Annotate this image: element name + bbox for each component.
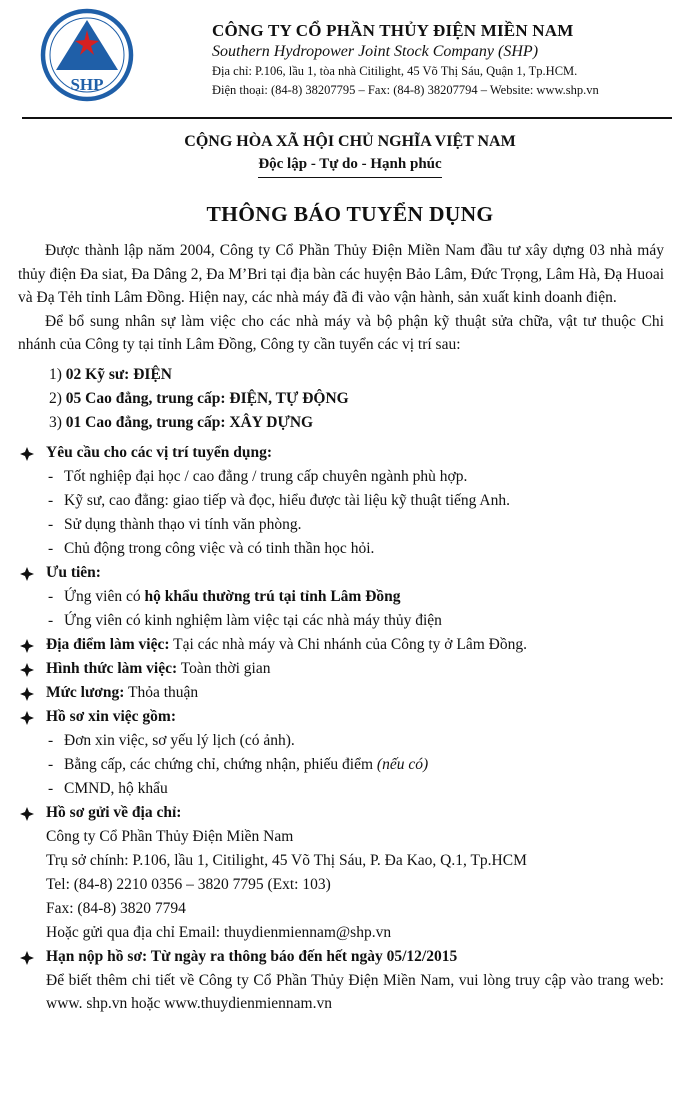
company-address: Địa chỉ: P.106, lầu 1, tòa nhà Citilight, 45 Võ Thị Sáu, Quận 1, Tp.HCM. xyxy=(212,64,578,78)
dossier-item-note: (nếu có) xyxy=(376,755,429,773)
deadline-section xyxy=(18,945,664,1016)
send-to-fax: Fax: (84-8) 3820 7794 xyxy=(46,899,186,917)
send-to-title: Hồ sơ gửi về địa chỉ: xyxy=(46,803,182,821)
diamond-bullet-icon xyxy=(20,639,34,653)
position-item xyxy=(49,411,664,435)
workplace-section xyxy=(18,633,664,657)
list-item: - CMND, hộ khẩu xyxy=(46,777,664,801)
list-item: - Tốt nghiệp đại học / cao đẳng / trung cấp chuyên ngành phù hợp. xyxy=(46,465,664,489)
document-title: THÔNG BÁO TUYỂN DỤNG xyxy=(206,202,494,226)
list-item: - Chủ động trong công việc và có tinh thần học hỏi. xyxy=(46,537,664,561)
salary-title: Mức lương: xyxy=(46,683,125,701)
priority-list xyxy=(46,585,664,633)
send-to-email: Hoặc gửi qua địa chỉ Email: thuydienmiennam@shp.vn xyxy=(46,923,392,941)
worktype-value: Toàn thời gian xyxy=(177,659,271,677)
worktype-section xyxy=(18,657,664,681)
national-subtitle: Độc lập - Tự do - Hạnh phúc xyxy=(258,153,441,178)
intro-paragraph-1: Được thành lập năm 2004, Công ty Cổ Phần Thủy Điện Miền Nam đầu tư xây dựng 03 nhà máy thủy điện Đa siat, Đa Dâng 2, Đa M’Bri tại địa bàn các huyện Bảo Lâm, Đức Trọng, Lâm Hà, Đạ Huoai và Đạ Tẻh tỉnh Lâm Đồng. Hiện nay, các nhà máy đã đi vào vận hành, sản xuất kinh doanh điện. xyxy=(18,242,664,306)
intro-paragraph-2: Để bổ sung nhân sự làm việc cho các nhà máy và bộ phận kỹ thuật sửa chữa, vật tư thuộc Chi nhánh của Công ty tại tỉnh Lâm Đồng, Công ty cần tuyển các vị trí sau: xyxy=(18,312,664,353)
priority-title: Ưu tiên: xyxy=(46,563,101,581)
send-to-company: Công ty Cổ Phần Thủy Điện Miền Nam xyxy=(46,827,294,845)
requirements-list xyxy=(46,465,664,561)
diamond-bullet-icon xyxy=(20,711,34,725)
company-header xyxy=(212,20,682,100)
dossier-section xyxy=(18,705,664,801)
send-to-tel: Tel: (84-8) 2210 0356 – 3820 7795 (Ext: 103) xyxy=(46,875,331,893)
workplace-title: Địa điểm làm việc: xyxy=(46,635,170,653)
salary-section xyxy=(18,681,664,705)
diamond-bullet-icon xyxy=(20,663,34,677)
send-to-section xyxy=(18,801,664,945)
position-number: 2) xyxy=(49,389,62,407)
requirements-section xyxy=(18,441,664,561)
deadline-note: Để biết thêm chi tiết về Công ty Cổ Phần Thủy Điện Miền Nam, vui lòng truy cập vào trang web: www. shp.vn hoặc www.thuydienmiennam.vn xyxy=(46,971,664,1012)
workplace-value: Tại các nhà máy và Chi nhánh của Công ty ở Lâm Đồng. xyxy=(169,635,527,653)
list-item xyxy=(46,753,664,777)
diamond-bullet-icon xyxy=(20,951,34,965)
position-list xyxy=(49,363,664,435)
send-to-address: Trụ sở chính: P.106, lầu 1, Citilight, 45 Võ Thị Sáu, P. Đa Kao, Q.1, Tp.HCM xyxy=(46,851,527,869)
priority-section xyxy=(18,561,664,633)
requirements-title: Yêu cầu cho các vị trí tuyển dụng: xyxy=(46,443,273,461)
logo-text: SHP xyxy=(70,75,104,94)
diamond-bullet-icon xyxy=(20,567,34,581)
company-contact: Điện thoại: (84-8) 38207795 – Fax: (84-8) 38207794 – Website: www.shp.vn xyxy=(212,83,599,97)
deadline-title: Hạn nộp hồ sơ: Từ ngày ra thông báo đến hết ngày 05/12/2015 xyxy=(46,947,458,965)
list-item: - Kỹ sư, cao đẳng: giao tiếp và đọc, hiểu được tài liệu kỹ thuật tiếng Anh. xyxy=(46,489,664,513)
company-name: CÔNG TY CỔ PHẦN THỦY ĐIỆN MIỀN NAM xyxy=(212,21,574,40)
list-item: - Đơn xin việc, sơ yếu lý lịch (có ảnh). xyxy=(46,729,664,753)
diamond-bullet-icon xyxy=(20,447,34,461)
position-item xyxy=(49,363,664,387)
list-item: - Ứng viên có kinh nghiệm làm việc tại các nhà máy thủy điện xyxy=(46,609,664,633)
list-item: - Sử dụng thành thạo vi tính văn phòng. xyxy=(46,513,664,537)
diamond-bullet-icon xyxy=(20,807,34,821)
dossier-item-text: Bằng cấp, các chứng chỉ, chứng nhận, phiếu điểm xyxy=(64,755,377,773)
worktype-title: Hình thức làm việc: xyxy=(46,659,178,677)
position-text: 02 Kỹ sư: ĐIỆN xyxy=(65,365,172,383)
dossier-list xyxy=(46,729,664,801)
priority-item-bold: hộ khẩu thường trú tại tỉnh Lâm Đồng xyxy=(144,587,401,605)
national-motto xyxy=(0,131,700,178)
company-name-en: Southern Hydropower Joint Stock Company (SHP) xyxy=(212,43,539,60)
position-number: 1) xyxy=(49,365,62,383)
document-body xyxy=(18,239,664,1016)
position-number: 3) xyxy=(49,413,62,431)
position-text: 01 Cao đẳng, trung cấp: XÂY DỰNG xyxy=(65,413,314,431)
position-text: 05 Cao đẳng, trung cấp: ĐIỆN, TỰ ĐỘNG xyxy=(65,389,349,407)
position-item xyxy=(49,387,664,411)
salary-value: Thỏa thuận xyxy=(124,683,199,701)
header-divider xyxy=(22,117,672,119)
priority-item-text: Ứng viên có xyxy=(64,587,145,605)
company-logo xyxy=(40,8,134,102)
dossier-title: Hồ sơ xin việc gồm: xyxy=(46,707,176,725)
list-item xyxy=(46,585,664,609)
diamond-bullet-icon xyxy=(20,687,34,701)
national-title: CỘNG HÒA XÃ HỘI CHỦ NGHĨA VIỆT NAM xyxy=(184,133,516,150)
